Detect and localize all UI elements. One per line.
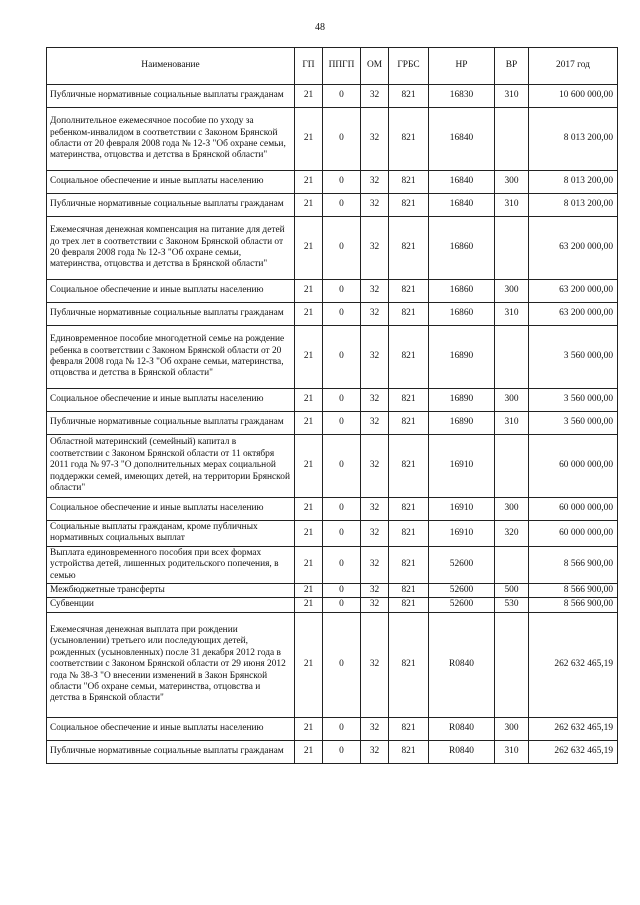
row-grbs: 821 <box>389 194 429 217</box>
header-nr: НР <box>429 48 495 85</box>
row-grbs: 821 <box>389 584 429 598</box>
row-grbs: 821 <box>389 217 429 280</box>
table-row <box>47 85 618 108</box>
header-ppgp: ППГП <box>323 48 361 85</box>
row-grbs: 821 <box>389 280 429 303</box>
table-row <box>47 740 618 763</box>
row-vr <box>495 326 529 389</box>
row-grbs: 821 <box>389 521 429 547</box>
table-row <box>47 412 618 435</box>
row-vr: 300 <box>495 498 529 521</box>
row-vr: 300 <box>495 389 529 412</box>
row-ppgp: 0 <box>323 598 361 612</box>
header-year: 2017 год <box>529 48 618 85</box>
row-gp: 21 <box>295 584 323 598</box>
row-om: 32 <box>361 584 389 598</box>
row-nr: R0840 <box>429 717 495 740</box>
table-row <box>47 717 618 740</box>
row-gp: 21 <box>295 612 323 717</box>
row-om: 32 <box>361 498 389 521</box>
row-amount: 8 566 900,00 <box>529 546 618 583</box>
row-name: Единовременное пособие многодетной семье на рождение ребенка в соответствии с Законом Брянской области от 20 февраля 2008 года № 12-З "Об охране семьи, материнства, отцовства и детства в Брянской области" <box>47 326 295 389</box>
header-gp: ГП <box>295 48 323 85</box>
row-nr: 16890 <box>429 389 495 412</box>
row-nr: R0840 <box>429 740 495 763</box>
row-om: 32 <box>361 85 389 108</box>
row-gp: 21 <box>295 171 323 194</box>
row-grbs: 821 <box>389 326 429 389</box>
row-name: Областной материнский (семейный) капитал в соответствии с Законом Брянской области от 11 октября 2011 года № 97-З "О дополнительных мерах социальной поддержки семей, имеющих детей, на территории Брянской области" <box>47 435 295 498</box>
row-grbs: 821 <box>389 412 429 435</box>
row-nr: 16840 <box>429 171 495 194</box>
table-row <box>47 598 618 612</box>
row-ppgp: 0 <box>323 326 361 389</box>
table-row <box>47 521 618 547</box>
row-grbs: 821 <box>389 171 429 194</box>
page-number: 48 <box>315 22 325 33</box>
row-nr: 16910 <box>429 435 495 498</box>
row-gp: 21 <box>295 85 323 108</box>
row-grbs: 821 <box>389 389 429 412</box>
row-amount: 262 632 465,19 <box>529 612 618 717</box>
row-vr <box>495 217 529 280</box>
row-om: 32 <box>361 194 389 217</box>
table-row <box>47 435 618 498</box>
row-name: Публичные нормативные социальные выплаты гражданам <box>47 303 295 326</box>
row-grbs: 821 <box>389 612 429 717</box>
row-nr: 52600 <box>429 546 495 583</box>
row-amount: 8 013 200,00 <box>529 171 618 194</box>
row-om: 32 <box>361 521 389 547</box>
row-om: 32 <box>361 389 389 412</box>
row-name: Дополнительное ежемесячное пособие по уходу за ребенком-инвалидом в соответствии с Законом Брянской области от 20 февраля 2008 года № 12-З "Об охране семьи, материнства, отцовства и детства в Брянской области" <box>47 108 295 171</box>
row-amount: 3 560 000,00 <box>529 389 618 412</box>
row-vr: 310 <box>495 85 529 108</box>
row-om: 32 <box>361 740 389 763</box>
row-ppgp: 0 <box>323 521 361 547</box>
table-row <box>47 584 618 598</box>
row-ppgp: 0 <box>323 389 361 412</box>
row-gp: 21 <box>295 303 323 326</box>
row-om: 32 <box>361 546 389 583</box>
row-vr <box>495 546 529 583</box>
row-gp: 21 <box>295 740 323 763</box>
row-ppgp: 0 <box>323 171 361 194</box>
row-grbs: 821 <box>389 717 429 740</box>
row-ppgp: 0 <box>323 612 361 717</box>
row-name: Публичные нормативные социальные выплаты гражданам <box>47 85 295 108</box>
row-vr: 300 <box>495 280 529 303</box>
row-nr: 52600 <box>429 598 495 612</box>
row-ppgp: 0 <box>323 546 361 583</box>
row-nr: 16910 <box>429 498 495 521</box>
row-amount: 262 632 465,19 <box>529 740 618 763</box>
row-nr: 16910 <box>429 521 495 547</box>
row-gp: 21 <box>295 521 323 547</box>
row-gp: 21 <box>295 435 323 498</box>
row-name: Публичные нормативные социальные выплаты гражданам <box>47 194 295 217</box>
row-vr <box>495 108 529 171</box>
row-name: Субвенции <box>47 598 295 612</box>
row-gp: 21 <box>295 598 323 612</box>
row-grbs: 821 <box>389 108 429 171</box>
row-amount: 63 200 000,00 <box>529 303 618 326</box>
row-amount: 3 560 000,00 <box>529 412 618 435</box>
row-vr: 310 <box>495 194 529 217</box>
row-grbs: 821 <box>389 303 429 326</box>
row-om: 32 <box>361 217 389 280</box>
row-ppgp: 0 <box>323 194 361 217</box>
row-grbs: 821 <box>389 546 429 583</box>
table-row <box>47 171 618 194</box>
row-name: Социальное обеспечение и иные выплаты населению <box>47 171 295 194</box>
row-nr: 16860 <box>429 217 495 280</box>
row-amount: 3 560 000,00 <box>529 326 618 389</box>
row-amount: 60 000 000,00 <box>529 521 618 547</box>
row-vr: 310 <box>495 740 529 763</box>
table-row <box>47 194 618 217</box>
header-om: ОМ <box>361 48 389 85</box>
row-nr: 16890 <box>429 326 495 389</box>
row-name: Ежемесячная денежная выплата при рождении (усыновлении) третьего или последующих детей, рожденных (усыновленных) после 31 декабря 2012 года в соответствии с Законом Брянской области от 29 июня 2012 года № 38-З "О внесении изменений в Закон Брянской области "Об охране семьи, материнства, отцовства и детства в Брянской области" <box>47 612 295 717</box>
row-gp: 21 <box>295 389 323 412</box>
row-name: Выплата единовременного пособия при всех формах устройства детей, лишенных родительского попечения, в семью <box>47 546 295 583</box>
row-nr: 52600 <box>429 584 495 598</box>
row-name: Социальное обеспечение и иные выплаты населению <box>47 389 295 412</box>
row-name: Социальное обеспечение и иные выплаты населению <box>47 280 295 303</box>
row-amount: 8 013 200,00 <box>529 108 618 171</box>
row-om: 32 <box>361 435 389 498</box>
row-vr: 530 <box>495 598 529 612</box>
row-amount: 262 632 465,19 <box>529 717 618 740</box>
row-amount: 8 566 900,00 <box>529 598 618 612</box>
row-grbs: 821 <box>389 435 429 498</box>
row-ppgp: 0 <box>323 717 361 740</box>
budget-table <box>46 47 618 764</box>
table-header-row <box>47 48 618 85</box>
row-name: Публичные нормативные социальные выплаты гражданам <box>47 412 295 435</box>
row-om: 32 <box>361 280 389 303</box>
row-vr: 300 <box>495 717 529 740</box>
row-ppgp: 0 <box>323 412 361 435</box>
table-row <box>47 546 618 583</box>
row-vr: 300 <box>495 171 529 194</box>
row-name: Межбюджетные трансферты <box>47 584 295 598</box>
row-om: 32 <box>361 326 389 389</box>
row-ppgp: 0 <box>323 108 361 171</box>
row-nr: 16840 <box>429 108 495 171</box>
row-grbs: 821 <box>389 498 429 521</box>
row-amount: 10 600 000,00 <box>529 85 618 108</box>
row-amount: 60 000 000,00 <box>529 435 618 498</box>
row-om: 32 <box>361 108 389 171</box>
row-vr: 310 <box>495 303 529 326</box>
row-gp: 21 <box>295 194 323 217</box>
table-row <box>47 389 618 412</box>
row-nr: 16890 <box>429 412 495 435</box>
row-gp: 21 <box>295 546 323 583</box>
row-vr <box>495 612 529 717</box>
row-om: 32 <box>361 717 389 740</box>
row-name: Ежемесячная денежная компенсация на питание для детей до трех лет в соответствии с Законом Брянской области от 20 февраля 2008 года № 12-З "Об охране семьи, материнства, отцовства и детства в Брянской области" <box>47 217 295 280</box>
row-amount: 8 566 900,00 <box>529 584 618 598</box>
row-gp: 21 <box>295 412 323 435</box>
row-nr: 16840 <box>429 194 495 217</box>
row-gp: 21 <box>295 498 323 521</box>
row-grbs: 821 <box>389 740 429 763</box>
row-gp: 21 <box>295 717 323 740</box>
row-ppgp: 0 <box>323 303 361 326</box>
row-ppgp: 0 <box>323 740 361 763</box>
row-om: 32 <box>361 412 389 435</box>
row-nr: 16860 <box>429 280 495 303</box>
row-ppgp: 0 <box>323 584 361 598</box>
table-row <box>47 303 618 326</box>
row-vr <box>495 435 529 498</box>
row-gp: 21 <box>295 280 323 303</box>
row-nr: R0840 <box>429 612 495 717</box>
row-om: 32 <box>361 598 389 612</box>
row-om: 32 <box>361 303 389 326</box>
header-grbs: ГРБС <box>389 48 429 85</box>
row-ppgp: 0 <box>323 435 361 498</box>
table-row <box>47 498 618 521</box>
row-vr: 310 <box>495 412 529 435</box>
table-row <box>47 217 618 280</box>
row-name: Социальное обеспечение и иные выплаты населению <box>47 717 295 740</box>
row-nr: 16830 <box>429 85 495 108</box>
row-gp: 21 <box>295 326 323 389</box>
row-om: 32 <box>361 612 389 717</box>
row-grbs: 821 <box>389 85 429 108</box>
header-vr: ВР <box>495 48 529 85</box>
table-row <box>47 280 618 303</box>
row-gp: 21 <box>295 108 323 171</box>
row-nr: 16860 <box>429 303 495 326</box>
row-name: Публичные нормативные социальные выплаты гражданам <box>47 740 295 763</box>
row-gp: 21 <box>295 217 323 280</box>
row-ppgp: 0 <box>323 498 361 521</box>
table-row <box>47 326 618 389</box>
table-row <box>47 108 618 171</box>
row-ppgp: 0 <box>323 85 361 108</box>
row-om: 32 <box>361 171 389 194</box>
row-name: Социальное обеспечение и иные выплаты населению <box>47 498 295 521</box>
row-ppgp: 0 <box>323 217 361 280</box>
row-name: Социальные выплаты гражданам, кроме публичных нормативных социальных выплат <box>47 521 295 547</box>
row-grbs: 821 <box>389 598 429 612</box>
row-vr: 500 <box>495 584 529 598</box>
header-name: Наименование <box>47 48 295 85</box>
table-row <box>47 612 618 717</box>
row-amount: 63 200 000,00 <box>529 280 618 303</box>
row-amount: 63 200 000,00 <box>529 217 618 280</box>
row-amount: 60 000 000,00 <box>529 498 618 521</box>
row-amount: 8 013 200,00 <box>529 194 618 217</box>
row-vr: 320 <box>495 521 529 547</box>
row-ppgp: 0 <box>323 280 361 303</box>
